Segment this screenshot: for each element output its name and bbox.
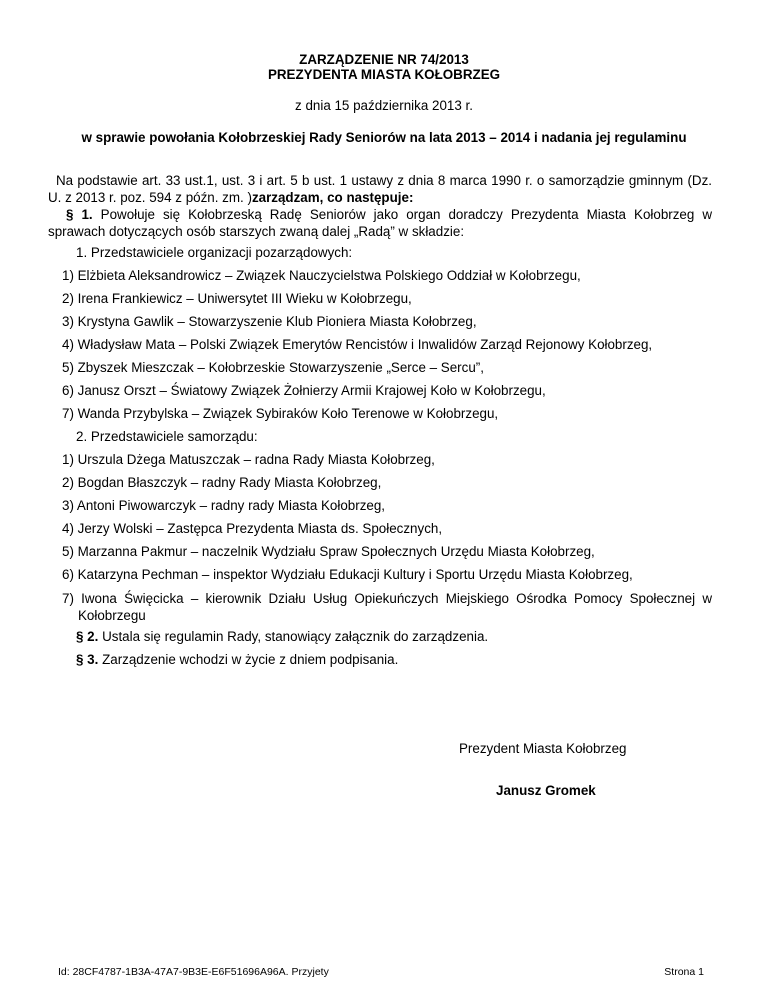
document-date: z dnia 15 października 2013 r. [295,98,473,113]
list-item: 1) Elżbieta Aleksandrowicz – Związek Nauczycielstwa Polskiego Oddział w Kołobrzegu, [62,268,581,283]
list-item: 2) Irena Frankiewicz – Uniwersytet III Wieku w Kołobrzegu, [62,291,412,306]
list-item: 7) Iwona Święcicka – kierownik Działu Usług Opiekuńczych Miejskiego Ośrodka Pomocy Społecznej w Kołobrzegu [62,591,712,623]
list-item: 3) Antoni Piwowarczyk – radny rady Miasta Kołobrzeg, [62,498,386,513]
list-item: 4) Władysław Mata – Polski Związek Emerytów Rencistów i Inwalidów Zarząd Rejonowy Kołobrzeg, [62,337,653,352]
paragraph-3-mark: § 3. [76,652,99,667]
paragraph-1-mark: § 1. [66,207,93,222]
footer-page-number: Strona 1 [664,966,704,978]
list-item: 4) Jerzy Wolski – Zastępca Prezydenta Miasta ds. Społecznych, [62,521,443,536]
list-item: 7) Wanda Przybylska – Związek Sybiraków Koło Terenowe w Kołobrzegu, [62,406,499,421]
paragraph-2 [76,629,488,644]
document-subject: w sprawie powołania Kołobrzeskiej Rady Seniorów na lata 2013 – 2014 i nadania jej regulaminu [81,130,687,145]
paragraph-3 [76,652,398,667]
list-item: 6) Katarzyna Pechman – inspektor Wydziału Edukacji Kultury i Sportu Urzędu Miasta Kołobrzeg, [62,567,633,582]
list-item: 2) Bogdan Błaszczyk – radny Rady Miasta Kołobrzeg, [62,475,382,490]
paragraph-1 [48,206,712,240]
list-item: 5) Zbyszek Mieszczak – Kołobrzeskie Stowarzyszenie „Serce – Sercu”, [62,360,484,375]
list-item: 3) Krystyna Gawlik – Stowarzyszenie Klub Pioniera Miasta Kołobrzeg, [62,314,477,329]
signature-role: Prezydent Miasta Kołobrzeg [459,741,627,756]
paragraph-3-text: Zarządzenie wchodzi w życie z dniem podpisania. [102,652,399,667]
document-title-line2: PREZYDENTA MIASTA KOŁOBRZEG [267,67,501,82]
paragraph-2-mark: § 2. [76,629,99,644]
list-item: 1) Urszula Dżega Matuszczak – radna Rady Miasta Kołobrzeg, [62,452,435,467]
signature-name: Janusz Gromek [496,783,596,798]
list-item: 6) Janusz Orszt – Światowy Związek Żołnierzy Armii Krajowej Koło w Kołobrzegu, [62,383,546,398]
group-1-heading: 1. Przedstawiciele organizacji pozarządowych: [76,245,353,260]
paragraph-1-text: Powołuje się Kołobrzeską Radę Seniorów jako organ doradczy Prezydenta Miasta Kołobrzeg w sprawach dotyczących osób starszych zwaną dalej „Radą” w składzie: [48,207,712,239]
list-item: 5) Marzanna Pakmur – naczelnik Wydziału Spraw Społecznych Urzędu Miasta Kołobrzeg, [62,544,595,559]
document-title-line1: ZARZĄDZENIE NR 74/2013 [299,52,469,67]
intro-text: Na podstawie art. 33 ust.1, ust. 3 i art. 5 b ust. 1 ustawy z dnia 8 marca 1990 r. o samorządzie gminnym (Dz. U. z 2013 r. poz. 594 z późn. zm. ) [48,173,712,205]
intro-bold: zarządzam, co następuje: [251,190,414,205]
paragraph-2-text: Ustala się regulamin Rady, stanowiący załącznik do zarządzenia. [102,629,489,644]
group-2-heading: 2. Przedstawiciele samorządu: [76,429,258,444]
footer-id: Id: 28CF4787-1B3A-47A7-9B3E-E6F51696A96A. Przyjety [58,966,329,978]
intro-paragraph [48,172,712,206]
